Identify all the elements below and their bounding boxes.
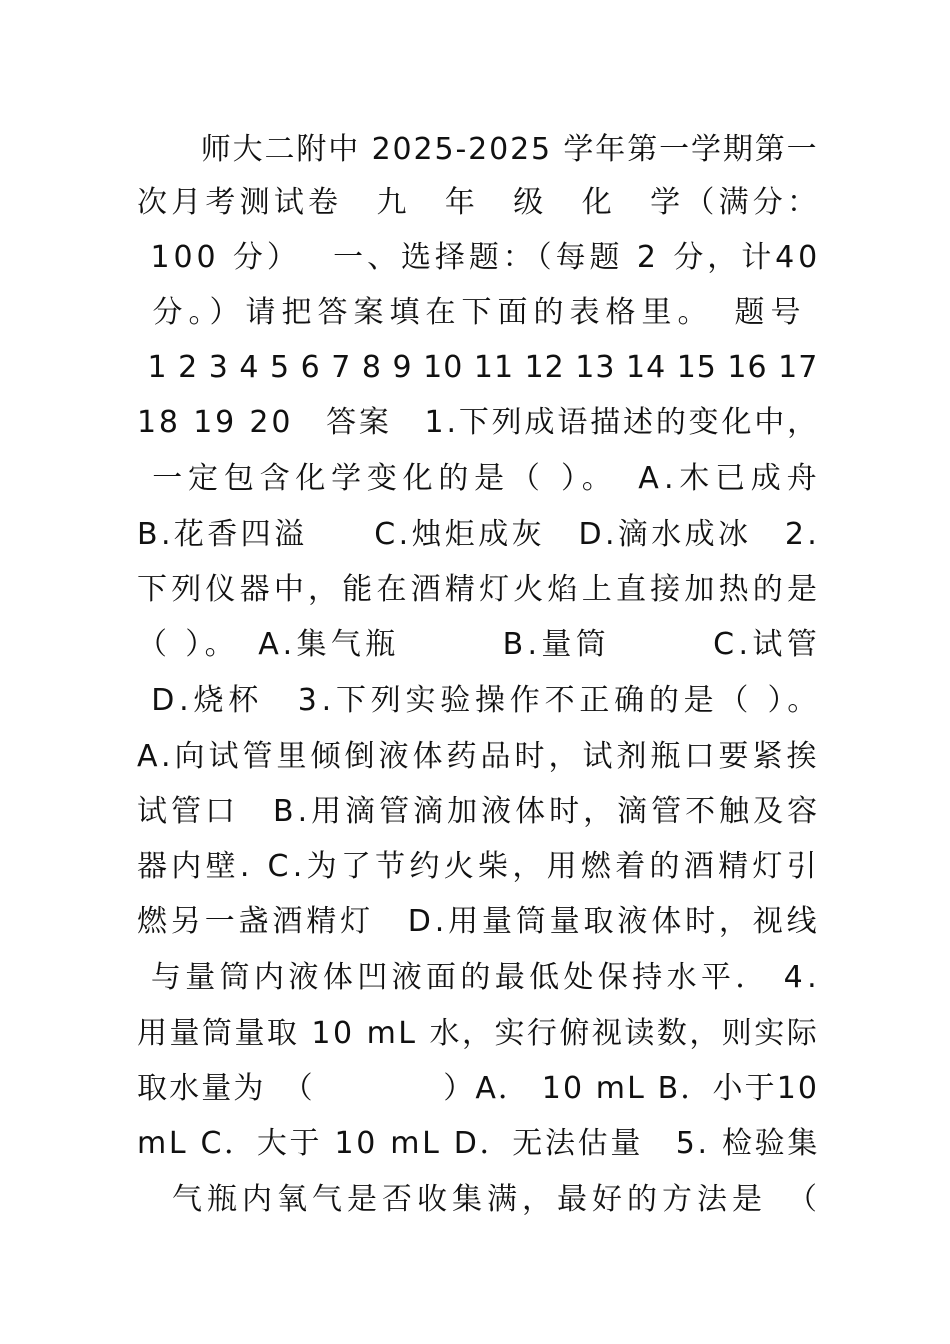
text-line-content: 次月考测试卷 九 年 级 化 学（满分： (137, 185, 822, 220)
text-line (137, 623, 822, 667)
text-line-content: 下列仪器中，能在酒精灯火焰上直接加热的是 (137, 572, 822, 607)
text-line (137, 845, 821, 889)
text-line (137, 900, 821, 944)
text-line-content: A.向试管里倾倒液体药品时，试剂瓶口要紧挨 (137, 739, 821, 774)
text-line-content: 燃另一盏酒精灯 D.用量筒量取液体时，视线 (137, 904, 821, 939)
text-line (137, 346, 817, 390)
text-line (137, 1122, 821, 1166)
text-line-content: 取水量为 （ ）A． 10 mL B．小于10 (137, 1071, 820, 1106)
text-line-content: （ ）。 A.集气瓶 B.量筒 C.试管 (137, 627, 822, 662)
text-line-content: 18 19 20 答案 1.下列成语描述的变化中， (137, 405, 820, 440)
text-line-content: D.烧杯 3.下列实验操作不正确的是（ ）。 (137, 683, 823, 718)
text-line-content: 用量筒量取 10 mL 水，实行俯视读数，则实际 (137, 1016, 820, 1051)
text-line-content: 1 2 3 4 5 6 7 8 9 10 11 12 13 14 15 16 17 (137, 350, 819, 385)
text-line-content: 师大二附中 2025-2025 学年第一学期第一 (137, 132, 819, 167)
text-line-content: 与量筒内液体凹液面的最低处保持水平． 4. (137, 960, 822, 995)
text-line (137, 790, 822, 834)
text-line-content: B.花香四溢 C.烛炬成灰 D.滴水成冰 2. (137, 517, 821, 552)
text-line (137, 291, 817, 335)
text-line (137, 1178, 822, 1222)
text-line (137, 128, 817, 172)
text-line (137, 181, 822, 225)
text-line (137, 513, 821, 557)
text-line (137, 401, 820, 445)
text-line (137, 236, 822, 280)
text-line (137, 679, 823, 723)
text-line (137, 568, 822, 612)
text-line-content: 分。）请把答案填在下面的表格里。 题号 (137, 295, 807, 330)
text-line-content: 一定包含化学变化的是（ ）。 A.木已成舟 (137, 461, 823, 496)
text-line (137, 956, 822, 1000)
text-line (137, 1012, 820, 1056)
text-line (137, 457, 823, 501)
text-line (137, 1067, 820, 1111)
text-line-content: 气瓶内氧气是否收集满，最好的方法是 （ (137, 1182, 822, 1217)
text-line-content: 器内壁. C.为了节约火柴，用燃着的酒精灯引 (137, 849, 821, 884)
text-line (137, 735, 821, 779)
text-line-content: 试管口 B.用滴管滴加液体时，滴管不触及容 (137, 794, 822, 829)
text-line-content: 100 分） 一、选择题：（每题 2 分，计40 (137, 240, 822, 275)
text-line-content: mL C．大于 10 mL D．无法估量 5. 检验集 (137, 1126, 821, 1161)
